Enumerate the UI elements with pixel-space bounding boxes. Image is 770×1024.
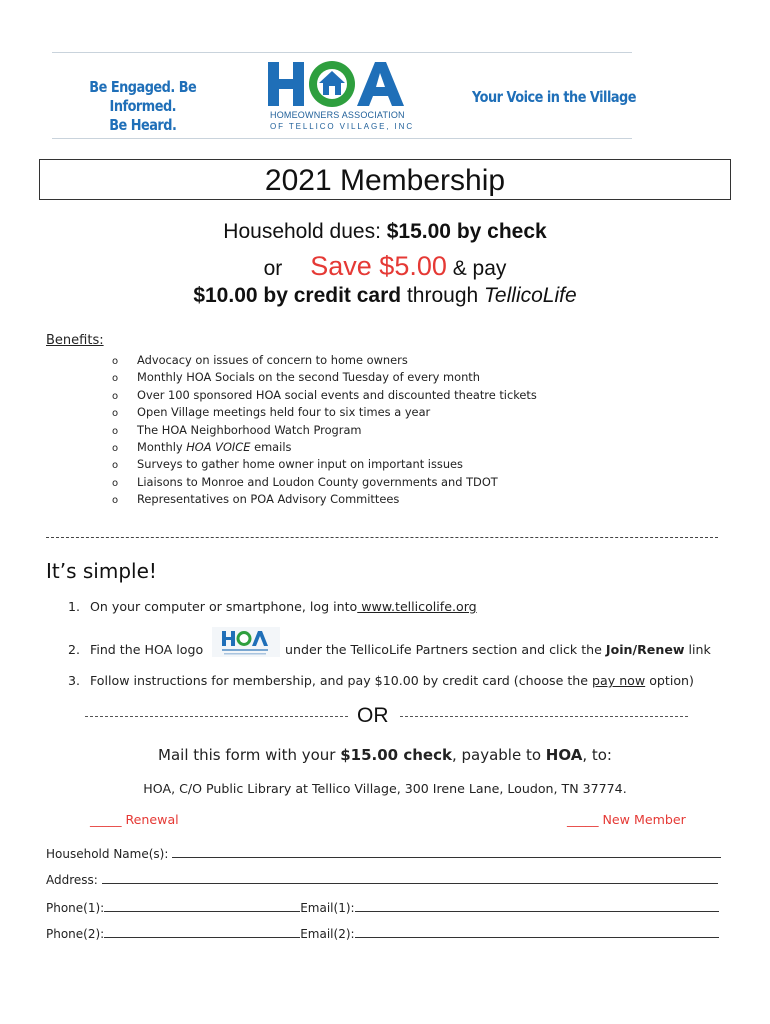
benefit-text: Monthly HOA Socials on the second Tuesday of every month — [137, 370, 480, 385]
step-1-number: 1. — [68, 599, 81, 614]
email1-label: Email(1): — [300, 901, 355, 915]
mail-address: HOA, C/O Public Library at Tellico Village, 300 Irene Lane, Loudon, TN 37774. — [143, 781, 627, 796]
step-3-text: Follow instructions for membership, and pay $10.00 by credit card (choose the — [90, 673, 593, 688]
or-dash-right — [400, 716, 688, 718]
bullet-icon: o — [112, 408, 119, 420]
bullet-icon: o — [112, 442, 119, 454]
email2-label: Email(2): — [300, 927, 355, 941]
household-field — [46, 846, 721, 861]
benefit-text: Advocacy on issues of concern to home owners — [137, 353, 408, 367]
banner-top-rule — [52, 52, 632, 53]
dues-through: through — [401, 284, 485, 307]
benefit-text: Over 100 sponsored HOA social events and discounted theatre tickets — [137, 387, 537, 402]
dues-credit-amount: $10.00 by credit card — [193, 284, 402, 307]
dues-line-3 — [0, 284, 770, 308]
step-2-continued — [285, 642, 711, 657]
dues-or: or — [263, 257, 283, 280]
address-input-line[interactable] — [102, 872, 718, 884]
list-item — [112, 404, 537, 421]
phone-email-2-row — [46, 926, 719, 941]
step-2-after: under the TellicoLife Partners section and click the — [285, 642, 606, 657]
dues-line-2 — [0, 251, 770, 282]
step-2 — [68, 642, 203, 657]
step-2-end: link — [684, 642, 711, 657]
benefit-text: Open Village meetings held four to six times a year — [137, 405, 431, 420]
or-dash-left — [85, 716, 348, 718]
tagline-right: Your Voice in the Village — [472, 88, 637, 106]
title-box — [39, 159, 731, 200]
benefit-text: Monthly — [137, 439, 187, 454]
mail-payee: HOA — [545, 746, 583, 764]
phone-email-1-row — [46, 900, 719, 915]
banner-bottom-rule — [52, 138, 632, 139]
tellicolife-link[interactable]: www.tellicolife.org — [357, 599, 477, 614]
tagline-left — [74, 78, 212, 135]
bullet-icon: o — [112, 460, 119, 472]
phone1-input-line[interactable] — [104, 900, 300, 912]
dues-and-pay: & pay — [446, 257, 507, 280]
renewal-blank: _____ — [90, 812, 122, 827]
step-3 — [68, 673, 694, 688]
phone2-input-line[interactable] — [104, 926, 300, 938]
page-title: 2021 Membership — [264, 164, 506, 197]
tagline-left-line-1: Be Engaged. Be Informed. — [89, 78, 197, 115]
or-label: OR — [357, 704, 389, 727]
household-input-line[interactable] — [172, 846, 721, 858]
dues-prefix: Household dues: — [223, 220, 387, 243]
list-item — [112, 439, 537, 456]
new-member-option[interactable] — [567, 812, 686, 827]
logo-subtitle-2: OF TELLICO VILLAGE, INC — [270, 122, 415, 131]
household-label: Household Name(s): — [46, 847, 169, 861]
simple-heading: It’s simple! — [46, 559, 157, 583]
benefit-emails: emails — [250, 439, 292, 454]
benefit-text: The HOA Neighborhood Watch Program — [137, 422, 362, 437]
step-2-number: 2. — [68, 642, 81, 657]
address-field — [46, 872, 718, 887]
phone1-label: Phone(1): — [46, 901, 105, 915]
list-item — [112, 474, 537, 491]
mail-to: , to: — [582, 746, 612, 764]
bullet-icon: o — [112, 495, 119, 507]
mail-check-amount: $15.00 check — [340, 746, 452, 764]
benefit-text: Surveys to gather home owner input on important issues — [137, 457, 463, 472]
step-3-end: option) — [645, 673, 694, 688]
new-member-label: New Member — [598, 812, 686, 827]
new-member-blank: _____ — [567, 812, 599, 827]
benefits-heading: Benefits: — [46, 333, 104, 348]
bullet-icon: o — [112, 477, 119, 489]
benefits-list — [112, 352, 537, 509]
benefit-hoa-voice: HOA VOICE — [186, 439, 251, 454]
list-item — [112, 387, 537, 404]
step-1 — [68, 599, 477, 614]
join-renew-label: Join/Renew — [605, 642, 685, 657]
benefit-text: Representatives on POA Advisory Committees — [137, 492, 400, 507]
mail-payable: , payable to — [451, 746, 546, 764]
bullet-icon: o — [112, 373, 119, 385]
list-item — [112, 352, 537, 369]
mail-prefix: Mail this form with your — [158, 746, 341, 764]
list-item — [112, 456, 537, 473]
hoa-mini-logo-icon — [212, 627, 280, 657]
dues-save-amount: Save $5.00 — [310, 251, 447, 281]
dues-line-1 — [0, 220, 770, 244]
email2-input-line[interactable] — [355, 926, 719, 938]
list-item — [112, 369, 537, 386]
section-divider — [46, 537, 718, 538]
dues-tellicolife: TellicoLife — [484, 284, 577, 307]
address-label: Address: — [46, 873, 98, 887]
renewal-option[interactable] — [90, 812, 179, 827]
phone2-label: Phone(2): — [46, 927, 105, 941]
step-2-text: Find the HOA logo — [90, 642, 204, 657]
bullet-icon: o — [112, 390, 119, 402]
step-3-number: 3. — [68, 673, 81, 688]
email1-input-line[interactable] — [355, 900, 719, 912]
tagline-left-line-2: Be Heard. — [109, 116, 177, 134]
benefit-text: Liaisons to Monroe and Loudon County governments and TDOT — [137, 474, 498, 489]
pay-now-label: pay now — [592, 673, 646, 688]
list-item — [112, 422, 537, 439]
logo-subtitle: HOMEOWNERS ASSOCIATION — [270, 110, 405, 120]
renewal-label: Renewal — [121, 812, 179, 827]
list-item — [112, 491, 537, 508]
step-1-text: On your computer or smartphone, log into — [90, 599, 358, 614]
mail-instructions — [0, 746, 770, 764]
bullet-icon: o — [112, 356, 119, 367]
dues-check-amount: $15.00 by check — [386, 220, 547, 243]
bullet-icon: o — [112, 425, 119, 437]
